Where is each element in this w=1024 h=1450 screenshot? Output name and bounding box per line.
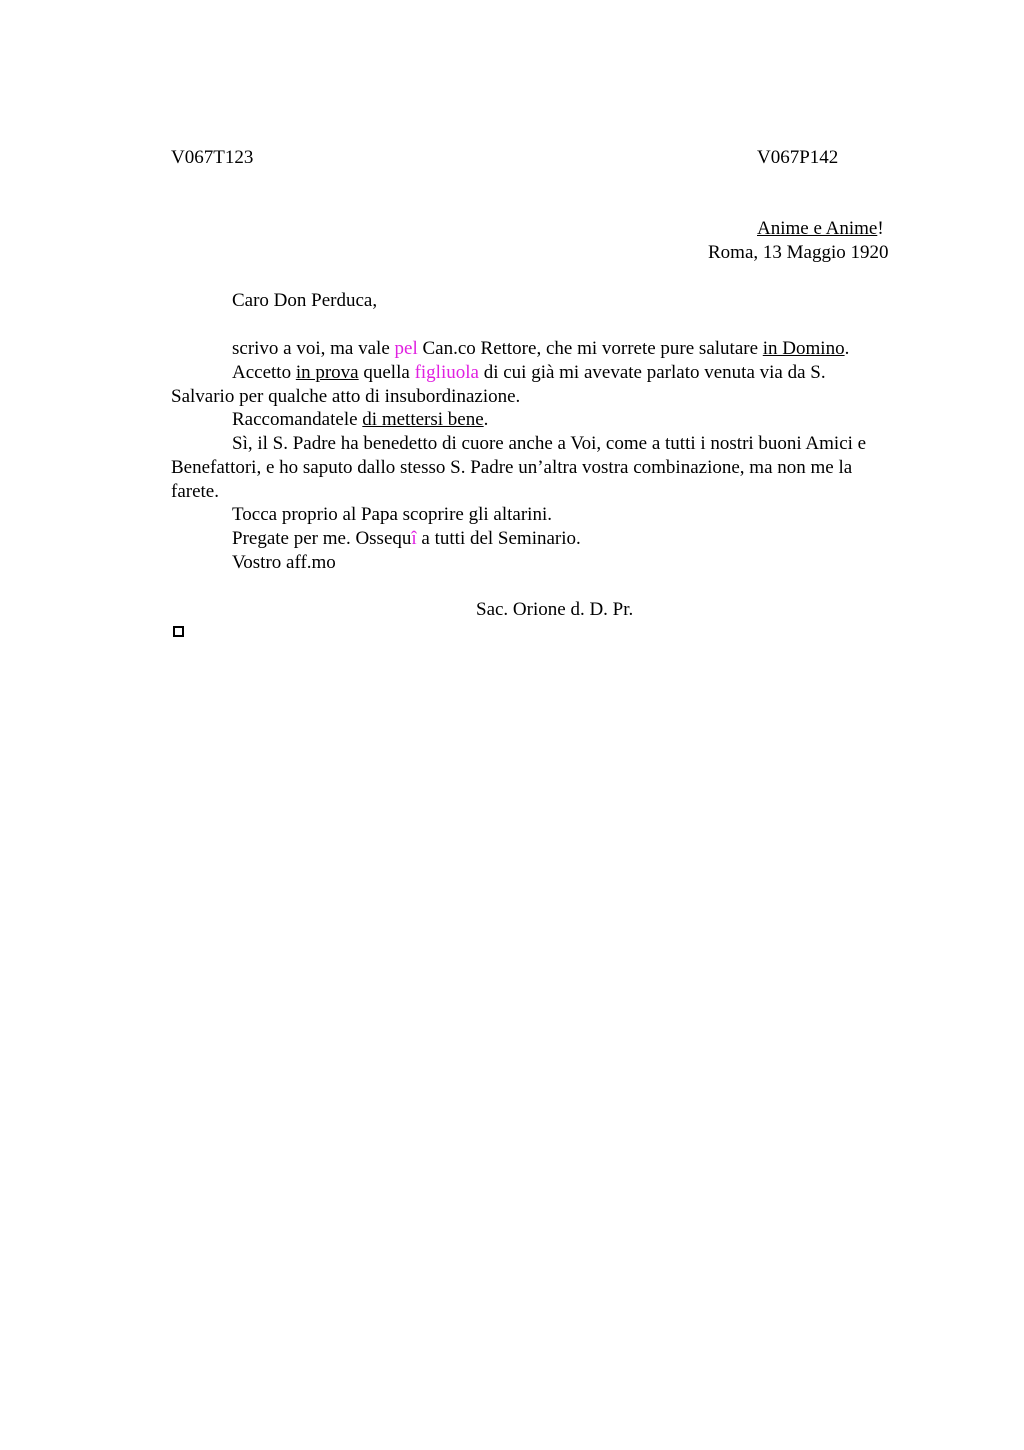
motto [757, 217, 884, 241]
paragraph-1 [232, 337, 849, 361]
p2-highlight: figliuola [414, 362, 479, 383]
motto-punct: ! [877, 218, 884, 239]
p1-highlight: pel [394, 338, 418, 359]
paragraph-3 [232, 408, 488, 432]
signature: Sac. Orione d. D. Pr. [476, 599, 634, 620]
p6-text-c: a tutti del Seminario. [416, 528, 581, 549]
paragraph-6 [232, 527, 581, 551]
p3-text-c: . [483, 409, 489, 430]
p1-text-a: scrivo a voi, ma vale [232, 338, 395, 359]
p6-text-a: Pregate per me. Ossequ [232, 528, 412, 549]
paragraph-5: Tocca proprio al Papa scoprire gli altarini. [232, 504, 552, 525]
p2-underlined: in prova [295, 362, 359, 383]
p2-text-c: quella [358, 362, 415, 383]
p3-underlined: di mettersi bene [362, 409, 484, 430]
p6-highlight: î [411, 528, 417, 549]
closing: Vostro aff.mo [232, 552, 336, 573]
square-marker-icon [173, 626, 184, 637]
paragraph-2-line-1 [232, 361, 826, 385]
p2-text-e: di cui già mi avevate parlato venuta via da S. [478, 362, 826, 383]
motto-underlined: Anime e Anime [757, 218, 878, 239]
paragraph-4-line-1: Sì, il S. Padre ha benedetto di cuore anche a Voi, come a tutti i nostri buoni Amici e [232, 433, 867, 454]
salutation: Caro Don Perduca, [232, 290, 378, 311]
place-date: Roma, 13 Maggio 1920 [708, 242, 889, 263]
header-left-code: V067T123 [171, 147, 254, 168]
p1-text-c: Can.co Rettore, che mi vorrete pure salutare [417, 338, 763, 359]
header-right-code: V067P142 [757, 147, 839, 168]
p3-text-a: Raccomandatele [232, 409, 363, 430]
paragraph-4-line-3: farete. [171, 481, 219, 502]
p1-text-e: . [844, 338, 850, 359]
p1-underlined: in Domino [762, 338, 845, 359]
paragraph-4-line-2: Benefattori, e ho saputo dallo stesso S. Padre un’altra vostra combinazione, ma non me la [171, 457, 853, 478]
paragraph-2-line-2: Salvario per qualche atto di insubordinazione. [171, 386, 521, 407]
p2-text-a: Accetto [232, 362, 296, 383]
